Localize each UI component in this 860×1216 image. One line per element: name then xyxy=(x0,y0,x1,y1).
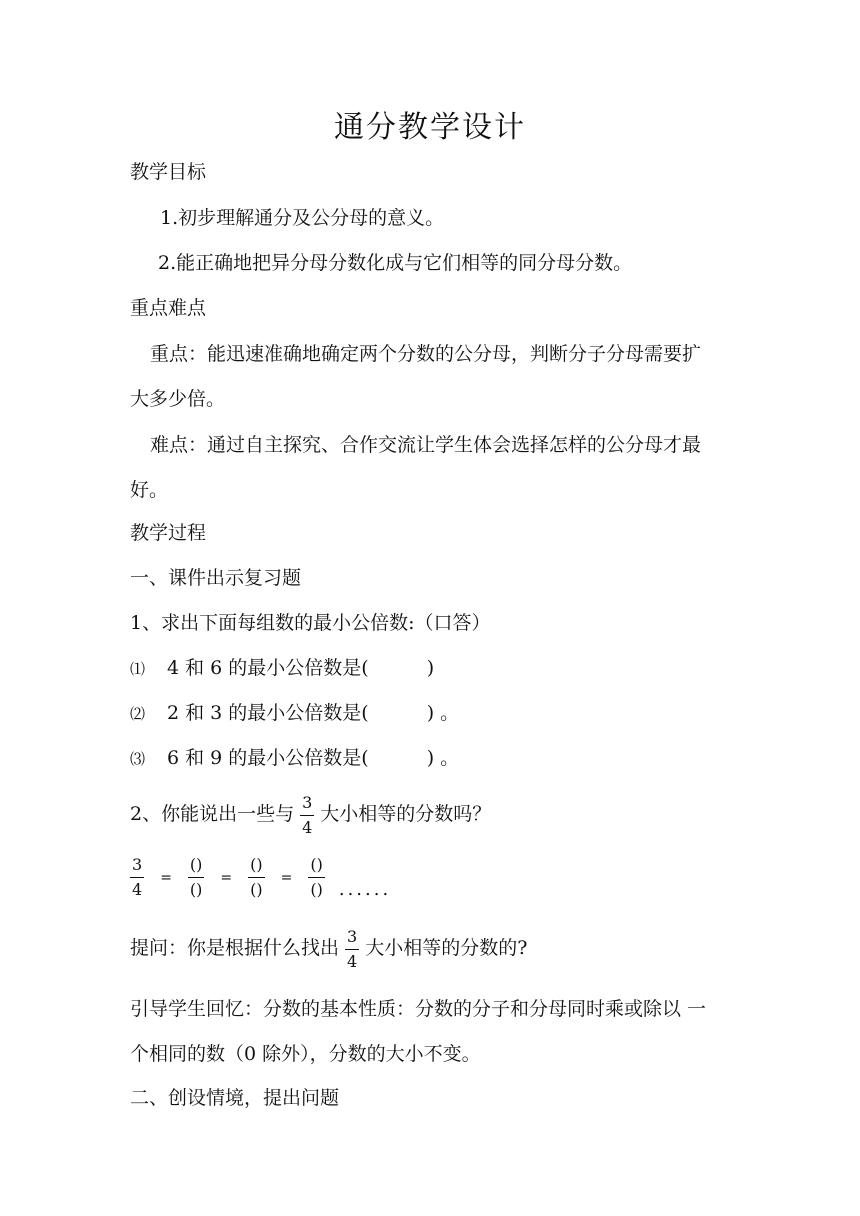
item-number: ⑵ xyxy=(130,705,146,723)
document-title: 通分教学设计 xyxy=(334,110,526,145)
question-1-item-1 xyxy=(130,656,434,681)
guide-line-2: 个相同的数（0 除外），分数的大小不变。 xyxy=(130,1043,481,1065)
key-point-line-1: 重点：能迅速准确地确定两个分数的公分母，判断分子分母需要扩 xyxy=(150,343,702,365)
fraction-three-quarters xyxy=(345,927,359,972)
question-2-text-after: 大小相等的分数吗？ xyxy=(320,803,492,825)
key-point-line-2: 大多少倍。 xyxy=(130,388,226,410)
item-end: ) xyxy=(426,657,435,679)
equals-sign: = xyxy=(280,869,293,886)
item-number: ⑴ xyxy=(130,660,146,678)
fraction-numerator: 3 xyxy=(132,855,143,874)
blank-fraction xyxy=(248,855,264,900)
fraction-bar xyxy=(308,877,324,878)
blank-denominator: () xyxy=(310,880,323,899)
teacher-question-text-after: 大小相等的分数的? xyxy=(365,937,528,959)
objective-item-2: 2.能正确地把异分母分数化成与它们相等的同分母分数。 xyxy=(158,252,633,274)
difficult-point-line-1: 难点：通过自主探究、合作交流让学生体会选择怎样的公分母才最 xyxy=(150,434,702,456)
item-end: ) 。 xyxy=(426,702,460,724)
fraction-bar xyxy=(130,877,144,878)
item-number: ⑶ xyxy=(130,750,146,768)
objectives-heading: 教学目标 xyxy=(130,161,207,183)
question-1: 1、求出下面每组数的最小公倍数:（口答） xyxy=(130,612,491,634)
fraction-three-quarters xyxy=(130,855,144,900)
question-1-item-2 xyxy=(130,701,459,726)
item-text: 4 和 6 的最小公倍数是( xyxy=(167,657,369,679)
section-2-heading: 二、创设情境，提出问题 xyxy=(130,1087,340,1109)
equals-sign: = xyxy=(160,869,172,886)
difficult-point-line-2: 好。 xyxy=(130,479,169,501)
blank-fraction xyxy=(308,855,324,900)
blank-numerator: () xyxy=(310,855,323,874)
fraction-bar xyxy=(345,949,359,950)
item-text: 2 和 3 的最小公倍数是( xyxy=(167,702,369,724)
item-text: 6 和 9 的最小公倍数是( xyxy=(167,747,369,769)
fraction-bar xyxy=(188,877,204,878)
fraction-numerator: 3 xyxy=(302,792,313,812)
fraction-denominator: 4 xyxy=(132,880,143,899)
section-1-heading: 一、课件出示复习题 xyxy=(130,567,302,589)
fraction-denominator: 4 xyxy=(347,951,358,971)
fraction-bar xyxy=(248,877,264,878)
guide-line-1: 引导学生回忆：分数的基本性质：分数的分子和分母同时乘或除以 一 xyxy=(130,998,707,1020)
fraction-numerator: 3 xyxy=(347,926,358,946)
blank-fraction xyxy=(188,855,204,900)
fraction-three-quarters xyxy=(300,793,314,838)
item-end: ) 。 xyxy=(426,747,460,769)
teacher-question xyxy=(130,924,527,972)
ellipsis: ...... xyxy=(338,879,392,900)
blank-denominator: () xyxy=(250,880,263,899)
question-1-item-3 xyxy=(130,746,459,771)
question-2 xyxy=(130,790,491,838)
teacher-question-text-before: 提问：你是根据什么找出 xyxy=(130,937,340,959)
key-points-heading: 重点难点 xyxy=(130,297,207,319)
blank-denominator: () xyxy=(189,880,203,899)
equals-sign: = xyxy=(220,869,233,886)
process-heading: 教学过程 xyxy=(130,522,207,544)
objective-item-1: 1.初步理解通分及公分母的意义。 xyxy=(160,207,445,229)
blank-numerator: () xyxy=(189,855,203,874)
equivalent-fractions-row xyxy=(130,855,391,900)
question-2-text-before: 2、你能说出一些与 xyxy=(130,803,295,825)
fraction-denominator: 4 xyxy=(302,817,313,837)
blank-numerator: () xyxy=(250,855,263,874)
fraction-bar xyxy=(300,815,314,816)
